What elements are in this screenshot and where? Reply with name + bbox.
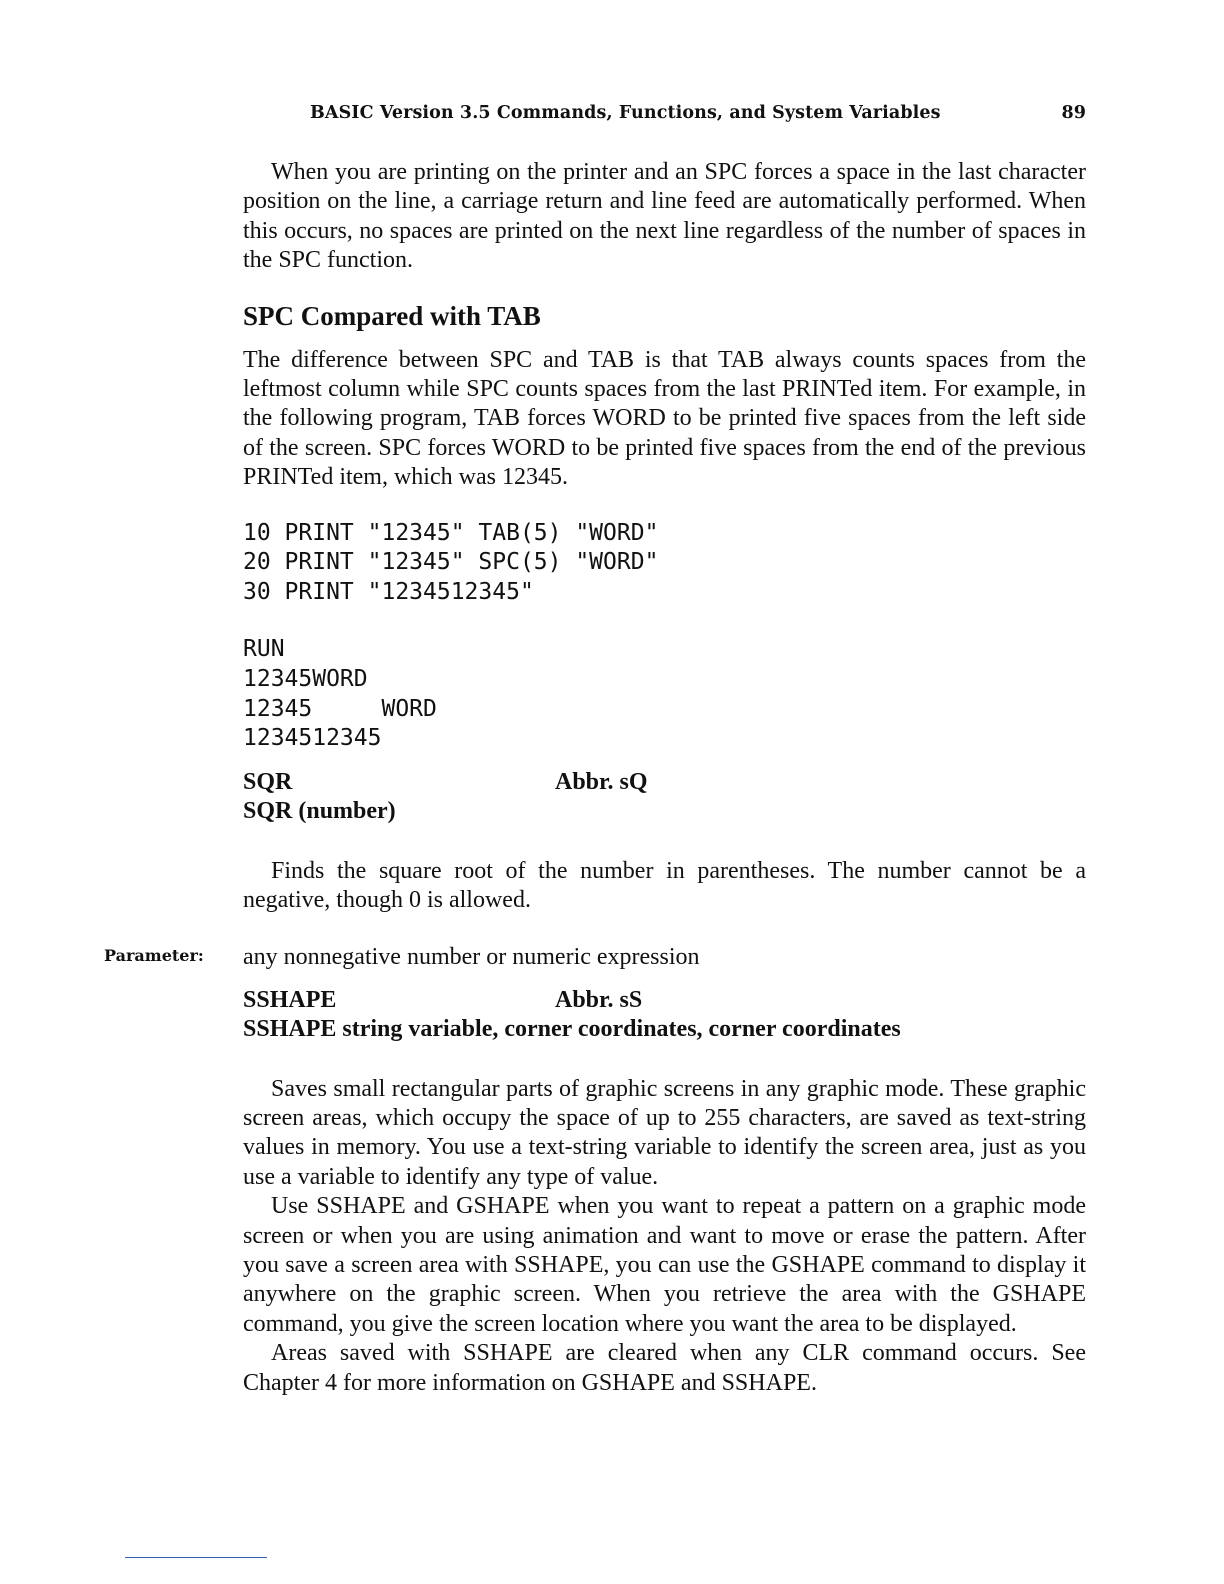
sshape-paragraph: Areas saved with SSHAPE are cleared when any CLR command occurs. See Chapter 4 for more information on GSHAPE and SSHAPE.	[243, 1340, 1086, 1396]
sqr-entry-heading	[243, 768, 1086, 797]
running-header	[310, 103, 1086, 133]
parameter-label: Parameter:	[104, 946, 204, 966]
spacer	[243, 493, 1086, 519]
spacer	[243, 973, 1086, 986]
page-number: 89	[1061, 103, 1086, 123]
program-output	[243, 635, 1086, 753]
sqr-abbreviation: Abbr. sQ	[555, 768, 648, 795]
sqr-keyword: SQR	[243, 768, 293, 795]
output-line: 12345 WORD	[243, 695, 437, 722]
program-line: 10 PRINT "12345" TAB(5) "WORD"	[243, 519, 659, 546]
header-title: BASIC Version 3.5 Commands, Functions, and System Variables	[310, 103, 941, 123]
sqr-parameter-row	[104, 943, 1086, 972]
sqr-syntax: SQR (number)	[243, 798, 396, 825]
intro-paragraph: When you are printing on the printer and an SPC forces a space in the last character position on the line, a carriage return and line feed are automatically performed. When this occurs, no spaces are printed on the next line regardless of the number of spaces in the SPC function.	[243, 159, 1086, 274]
spacer	[243, 915, 1086, 943]
spacer	[243, 1045, 1086, 1075]
spacer	[243, 754, 1086, 768]
spacer	[243, 332, 1086, 346]
output-line: 12345WORD	[243, 666, 368, 693]
spacer	[243, 276, 1086, 300]
sshape-syntax: SSHAPE string variable, corner coordinates, corner coordinates	[243, 1016, 901, 1043]
spc-tab-paragraph: The difference between SPC and TAB is that TAB always counts spaces from the leftmost column while SPC counts spaces from the last PRINTed item. For example, in the following program, TAB forces WORD to be printed five spaces from the left side of the screen. SPC forces WORD to be printed five spaces from the end of the previous PRINTed item, which was 12345.	[243, 346, 1086, 491]
sshape-paragraph: Saves small rectangular parts of graphic screens in any graphic mode. These graphic screen areas, which occupy the space of up to 255 characters, are saved as text-string values in memory. You use a text-string variable to identify the screen area, just as you use a variable to identify any type of value.	[243, 1075, 1086, 1190]
sshape-entry-heading	[243, 986, 1086, 1015]
sshape-keyword: SSHAPE	[243, 986, 337, 1013]
sqr-description: Finds the square root of the number in parentheses. The number cannot be a negative, though 0 is allowed.	[243, 857, 1086, 914]
parameter-text: any nonnegative number or numeric expression	[243, 944, 700, 971]
program-line: 20 PRINT "12345" SPC(5) "WORD"	[243, 549, 659, 576]
spacer	[243, 607, 1086, 635]
sshape-paragraph: Use SSHAPE and GSHAPE when you want to repeat a pattern on a graphic mode screen or when you are using animation and want to move or erase the pattern. After you save a screen area with SSHAPE, you can use the GSHAPE command to display it anywhere on the graphic screen. When you retrieve the area with the GSHAPE command, you give the screen location where you want the area to be displayed.	[243, 1193, 1086, 1337]
output-line: RUN	[243, 636, 285, 663]
section-heading-spc-tab: SPC Compared with TAB	[243, 300, 541, 331]
sshape-abbreviation: Abbr. sS	[555, 986, 643, 1013]
spacer	[243, 827, 1086, 857]
program-line: 30 PRINT "1234512345"	[243, 578, 534, 605]
output-line: 1234512345	[243, 725, 382, 752]
program-listing	[243, 519, 1086, 608]
page-body	[104, 158, 1086, 1398]
footer-rule	[125, 1557, 267, 1558]
